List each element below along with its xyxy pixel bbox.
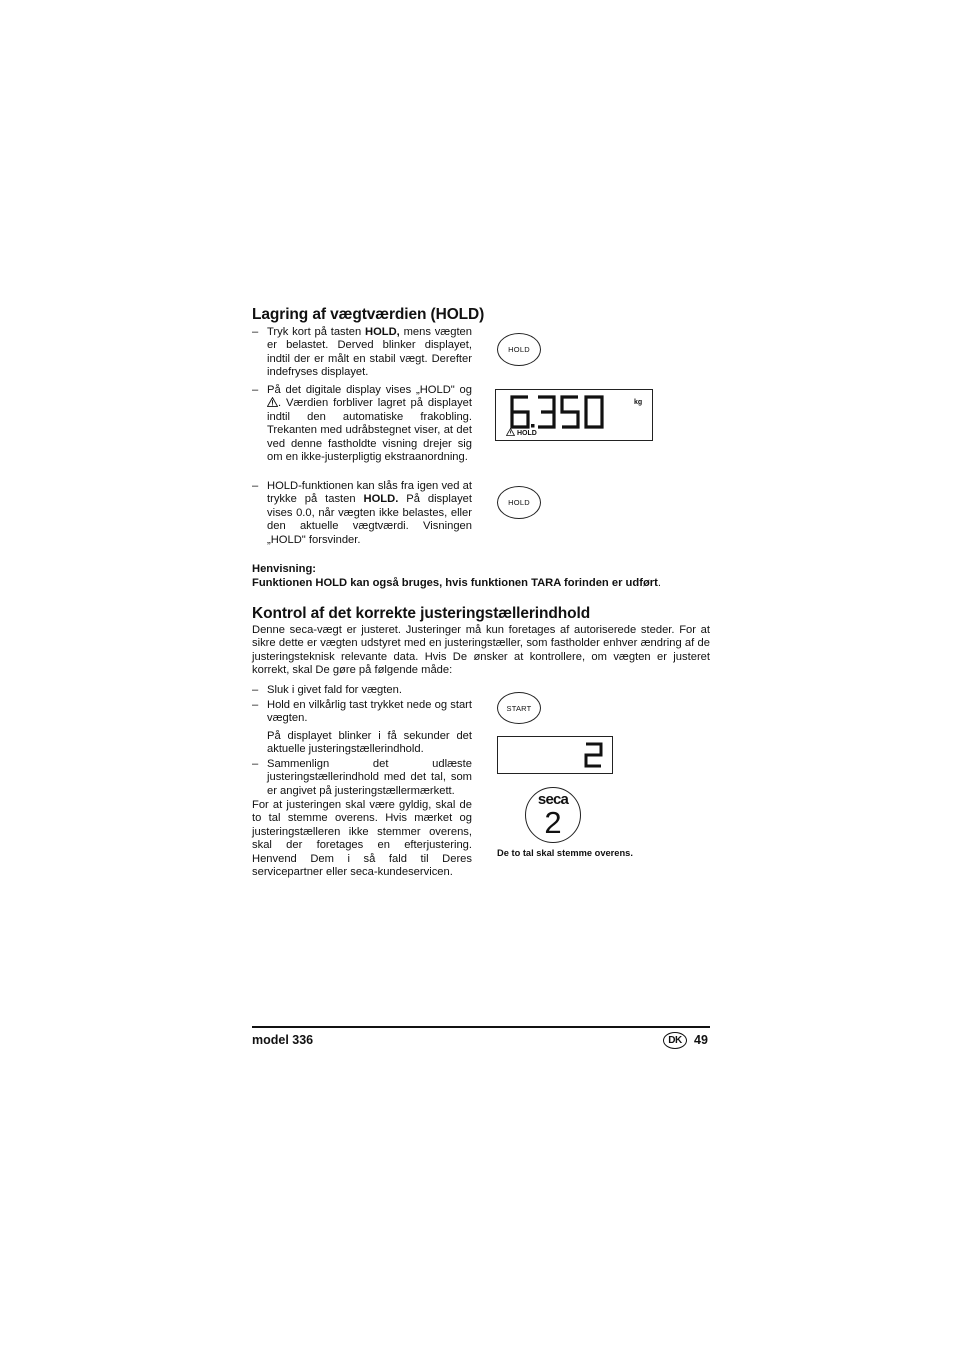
list-item [252,684,472,697]
footer-model: model 336 [252,1033,314,1047]
list-dash: – [252,684,259,696]
list-item-text: Sammenlign det udlæste justeringstællerindhold med det tal, som er angivet på justeringstællermærkett. [267,758,472,797]
counter-digit [584,742,604,768]
section-title-kontrol: Kontrol af det korrekte justeringstællerindhold [252,605,591,622]
list-item [252,730,472,757]
warning-triangle-icon [267,397,278,407]
counter-display [497,736,613,774]
list-dash: – [252,758,259,770]
list-item [252,480,472,547]
list-item-text: På det digitale display vises „HOLD" og . Værdien forbliver lagret på displayet indtil den automatiske frakobling. Trekanten med udråbstegnet viser, at det ved denne fastholdte visning drejer sig om en ikke-justerpligtig ekstraanordning. [267,384,472,464]
note-text: Funktionen HOLD kan også bruges, hvis funktionen TARA forinden er udført. [252,577,661,589]
start-button[interactable]: START [497,692,541,724]
closing-paragraph: For at justeringen skal være gyldig, skal de to tal stemme overens. Hvis mærket og justeringstælleren ikke stemmer overens, skal der foretages en efterjustering. Henvend Dem i så fald til Deres servicepartner eller seca-kundeservicen. [252,799,472,879]
unit-label: kg [634,399,643,406]
page-number: 49 [694,1033,708,1047]
hold-indicator: HOLD [506,428,537,437]
list-item [252,384,472,464]
seal-brand: seca [537,791,569,808]
list-item-text: På displayet blinker i få sekunder det aktuelle justeringstællerindhold. [267,730,472,756]
list-item-text: Hold en vilkårlig tast trykket nede og start vægten. [267,699,472,725]
country-badge: DK [663,1032,687,1049]
note-label: Henvisning: [252,563,317,575]
display-digits [508,394,632,430]
list-item-text: Tryk kort på tasten HOLD, mens vægten er belastet. Derved blinker displayet, indtil der er målt en stabil vægt. Derefter indefryses displayet. [267,326,473,379]
list-dash: – [252,384,259,396]
intro-paragraph: Denne seca-vægt er justeret. Justeringer må kun foretages af autoriserede steder. For at sikre dette er vægten udstyret med en justeringstæller, som fastholder enhver ændring af de justeringsteknisk relevante data. Hvis De ønsker at kontrollere, om vægten er justeret korrekt, skal De gøre på følgende måde: [252,624,710,677]
list-dash: – [252,480,259,492]
hold-button[interactable]: HOLD [497,486,541,519]
list-item [252,699,472,726]
list-dash: – [252,326,259,338]
section-title-hold: Lagring af vægtværdien (HOLD) [252,306,485,323]
seal-number: 2 [544,805,562,840]
list-item [252,326,472,380]
seca-calibration-seal [525,787,581,843]
list-item [252,758,472,798]
seal-caption: De to tal skal stemme overens. [497,848,633,858]
list-item-text: HOLD-funktionen kan slås fra igen ved at trykke på tasten HOLD. På displayet vises 0.0, når vægten ikke belastes, eller den aktuelle vægtværdi. Visningen „HOLD" forsvinder. [267,480,472,546]
footer-rule [252,1026,710,1028]
hold-button[interactable]: HOLD [497,333,541,366]
list-item-text: Sluk i givet fald for vægten. [267,684,402,696]
weight-display [495,389,653,441]
list-dash: – [252,699,259,711]
warning-triangle-icon [506,428,515,436]
